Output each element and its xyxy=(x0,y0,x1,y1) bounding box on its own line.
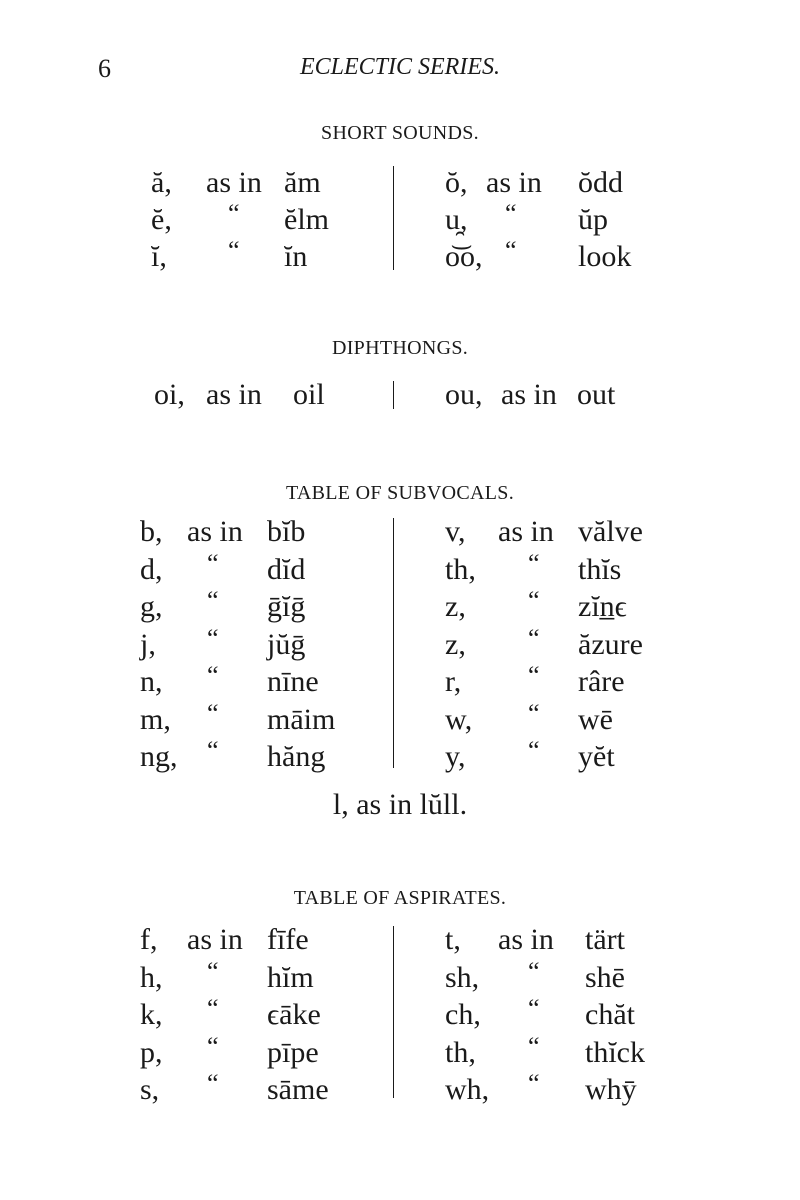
page-number: 6 xyxy=(98,54,111,83)
subvocals-right-word: râre xyxy=(578,665,625,698)
short_sounds-left-ditto-mark: “ xyxy=(228,236,240,265)
short_sounds-right-row xyxy=(445,236,645,275)
short_sounds-right-word: ŏdd xyxy=(578,166,623,199)
subvocals-title: TABLE OF SUBVOCALS. xyxy=(285,482,514,504)
subvocals-left-word: bĭb xyxy=(267,515,306,548)
subvocals-left-symbol: ng, xyxy=(140,740,178,773)
aspirates-right-row xyxy=(445,994,660,1033)
aspirates-right-word: shē xyxy=(585,960,625,994)
aspirates-left-row xyxy=(140,1031,380,1071)
aspirates-left-ditto-mark: “ xyxy=(207,994,219,1023)
aspirates-right-as-in: as in xyxy=(498,923,554,956)
subvocals-left-row xyxy=(140,548,380,588)
aspirates-left-row xyxy=(140,956,380,996)
diphthong-left xyxy=(154,377,384,413)
subvocals-left-word: nīne xyxy=(267,665,319,698)
short_sounds-right-row xyxy=(445,199,645,238)
subvocals-left-word: hăng xyxy=(267,740,326,773)
running-head: ECLECTIC SERIES. xyxy=(299,54,500,80)
aspirates-right-symbol: t, xyxy=(445,923,461,956)
subvocals-right-row xyxy=(445,586,660,625)
short_sounds-left-symbol: ĭ, xyxy=(151,240,167,273)
subvocals-left-ditto-mark: “ xyxy=(207,736,219,765)
subvocals-right-ditto-mark: “ xyxy=(528,698,540,728)
aspirates-right-ditto-mark: “ xyxy=(528,956,540,986)
diphthong-right xyxy=(445,377,645,413)
short_sounds-left-symbol: ă, xyxy=(151,166,172,199)
aspirates-right-row xyxy=(445,1069,660,1108)
subvocals-left-symbol: j, xyxy=(140,627,156,661)
subvocals-left-symbol: g, xyxy=(140,590,163,623)
subvocals-right-ditto-mark: “ xyxy=(528,586,540,615)
aspirates-left-symbol: k, xyxy=(140,998,163,1031)
subvocals-left-word: dĭd xyxy=(267,552,306,586)
diphthong-left-as-in: as in xyxy=(206,378,262,411)
short_sounds-right-ditto-mark: “ xyxy=(505,199,517,228)
diphthong-left-word: oil xyxy=(293,378,325,411)
aspirates-right-ditto-mark: “ xyxy=(528,994,540,1023)
subvocals-right-word: yĕt xyxy=(578,740,615,773)
short_sounds-left-row xyxy=(151,236,386,275)
subvocals-left-symbol: n, xyxy=(140,665,163,698)
aspirates-left-symbol: h, xyxy=(140,960,163,994)
diphthongs-title: DIPHTHONGS. xyxy=(331,337,469,359)
aspirates-left-word: ϵāke xyxy=(267,998,321,1031)
subvocals-right-symbol: z, xyxy=(445,590,466,623)
subvocals-left-word: māim xyxy=(267,702,336,736)
aspirates-left-as-in: as in xyxy=(187,923,243,956)
subvocals-footer: l, as in lŭll. xyxy=(332,788,468,821)
subvocals-right-word: zĭn̲ϵ xyxy=(578,590,627,623)
aspirates-right-word: tärt xyxy=(585,923,625,956)
subvocals-left-ditto-mark: “ xyxy=(207,698,219,728)
subvocals-left-word: ḡĭḡ xyxy=(267,590,306,623)
short_sounds-left-word: ĕlm xyxy=(284,203,329,236)
short_sounds-right-symbol: u̯, xyxy=(445,203,468,236)
subvocals-right-word: wē xyxy=(578,702,613,736)
subvocals-right-row xyxy=(445,514,660,550)
subvocals-left-as-in: as in xyxy=(187,515,243,548)
short_sounds-left-as-in: as in xyxy=(206,166,262,199)
subvocals-left-row xyxy=(140,586,380,625)
aspirates-right-word: whȳ xyxy=(585,1073,637,1106)
aspirates-right-symbol: wh, xyxy=(445,1073,490,1106)
aspirates-left-word: fīfe xyxy=(267,923,309,956)
subvocals-right-row xyxy=(445,661,660,700)
diphthong-right-word: out xyxy=(577,378,616,411)
subvocals-right-word: thĭs xyxy=(578,552,622,586)
aspirates-right-symbol: sh, xyxy=(445,960,480,994)
subvocals-left-ditto-mark: “ xyxy=(207,586,219,615)
aspirates-left-ditto-mark: “ xyxy=(207,1031,219,1061)
subvocals-left-row xyxy=(140,736,380,775)
subvocals-right-row xyxy=(445,623,660,663)
subvocals-divider xyxy=(393,518,394,768)
subvocals-left-row xyxy=(140,514,380,550)
aspirates-left-word: sāme xyxy=(267,1073,329,1106)
subvocals-left-ditto-mark: “ xyxy=(207,661,219,690)
subvocals-left-ditto-mark: “ xyxy=(207,623,219,653)
subvocals-right-as-in: as in xyxy=(498,515,554,548)
diphthong-left-symbol: oi, xyxy=(154,378,185,411)
aspirates-right-word: thĭck xyxy=(585,1035,645,1069)
subvocals-right-word: ăzure xyxy=(578,627,643,661)
subvocals-right-ditto-mark: “ xyxy=(528,661,540,690)
aspirates-right-symbol: th, xyxy=(445,1035,476,1069)
subvocals-right-row xyxy=(445,698,660,738)
subvocals-left-row xyxy=(140,698,380,738)
aspirates-left-symbol: p, xyxy=(140,1035,163,1069)
short_sounds-right-word: look xyxy=(578,240,632,273)
subvocals-right-symbol: r, xyxy=(445,665,462,698)
diphthong-right-as-in: as in xyxy=(501,378,557,411)
aspirates-right-row xyxy=(445,922,660,958)
aspirates-right-word: chăt xyxy=(585,998,635,1031)
subvocals-right-symbol: y, xyxy=(445,740,466,773)
short_sounds-left-row xyxy=(151,165,386,201)
short_sounds-left-ditto-mark: “ xyxy=(228,199,240,228)
aspirates-divider xyxy=(393,926,394,1098)
diphthongs-divider xyxy=(393,381,394,409)
short_sounds-right-ditto-mark: “ xyxy=(505,236,517,265)
aspirates-right-row xyxy=(445,1031,660,1071)
subvocals-left-symbol: b, xyxy=(140,515,163,548)
short_sounds-right-symbol: o͝o, xyxy=(445,240,483,273)
subvocals-left-symbol: d, xyxy=(140,552,163,586)
short_sounds-left-word: ĭn xyxy=(284,240,308,273)
subvocals-right-symbol: z, xyxy=(445,627,466,661)
aspirates-right-ditto-mark: “ xyxy=(528,1069,540,1098)
subvocals-right-symbol: v, xyxy=(445,515,466,548)
aspirates-left-word: pīpe xyxy=(267,1035,319,1069)
short_sounds-right-symbol: ŏ, xyxy=(445,166,468,199)
aspirates-left-row xyxy=(140,1069,380,1108)
subvocals-right-row xyxy=(445,548,660,588)
short_sounds-right-word: ŭp xyxy=(578,203,608,236)
diphthong-right-symbol: ou, xyxy=(445,378,483,411)
aspirates-right-ditto-mark: “ xyxy=(528,1031,540,1061)
subvocals-left-word: jŭḡ xyxy=(267,627,306,661)
short_sounds-left-symbol: ĕ, xyxy=(151,203,172,236)
aspirates-left-row xyxy=(140,922,380,958)
aspirates-left-ditto-mark: “ xyxy=(207,1069,219,1098)
subvocals-left-row xyxy=(140,623,380,663)
subvocals-right-ditto-mark: “ xyxy=(528,736,540,765)
subvocals-right-row xyxy=(445,736,660,775)
short_sounds-right-as-in: as in xyxy=(486,166,542,199)
subvocals-right-ditto-mark: “ xyxy=(528,623,540,653)
subvocals-right-symbol: w, xyxy=(445,702,473,736)
subvocals-left-ditto-mark: “ xyxy=(207,548,219,578)
subvocals-left-row xyxy=(140,661,380,700)
subvocals-right-ditto-mark: “ xyxy=(528,548,540,578)
subvocals-right-symbol: th, xyxy=(445,552,476,586)
short-sounds-title: SHORT SOUNDS. xyxy=(321,122,479,144)
short_sounds-left-word: ăm xyxy=(284,166,321,199)
aspirates-right-row xyxy=(445,956,660,996)
short_sounds-left-row xyxy=(151,199,386,238)
aspirates-left-word: hĭm xyxy=(267,960,314,994)
aspirates-left-symbol: s, xyxy=(140,1073,160,1106)
aspirates-left-row xyxy=(140,994,380,1033)
aspirates-left-symbol: f, xyxy=(140,923,158,956)
aspirates-title: TABLE OF ASPIRATES. xyxy=(293,887,507,909)
short-sounds-divider xyxy=(393,166,394,270)
aspirates-left-ditto-mark: “ xyxy=(207,956,219,986)
subvocals-left-symbol: m, xyxy=(140,702,171,736)
short_sounds-right-row xyxy=(445,165,645,201)
subvocals-right-word: vălve xyxy=(578,515,643,548)
aspirates-right-symbol: ch, xyxy=(445,998,481,1031)
